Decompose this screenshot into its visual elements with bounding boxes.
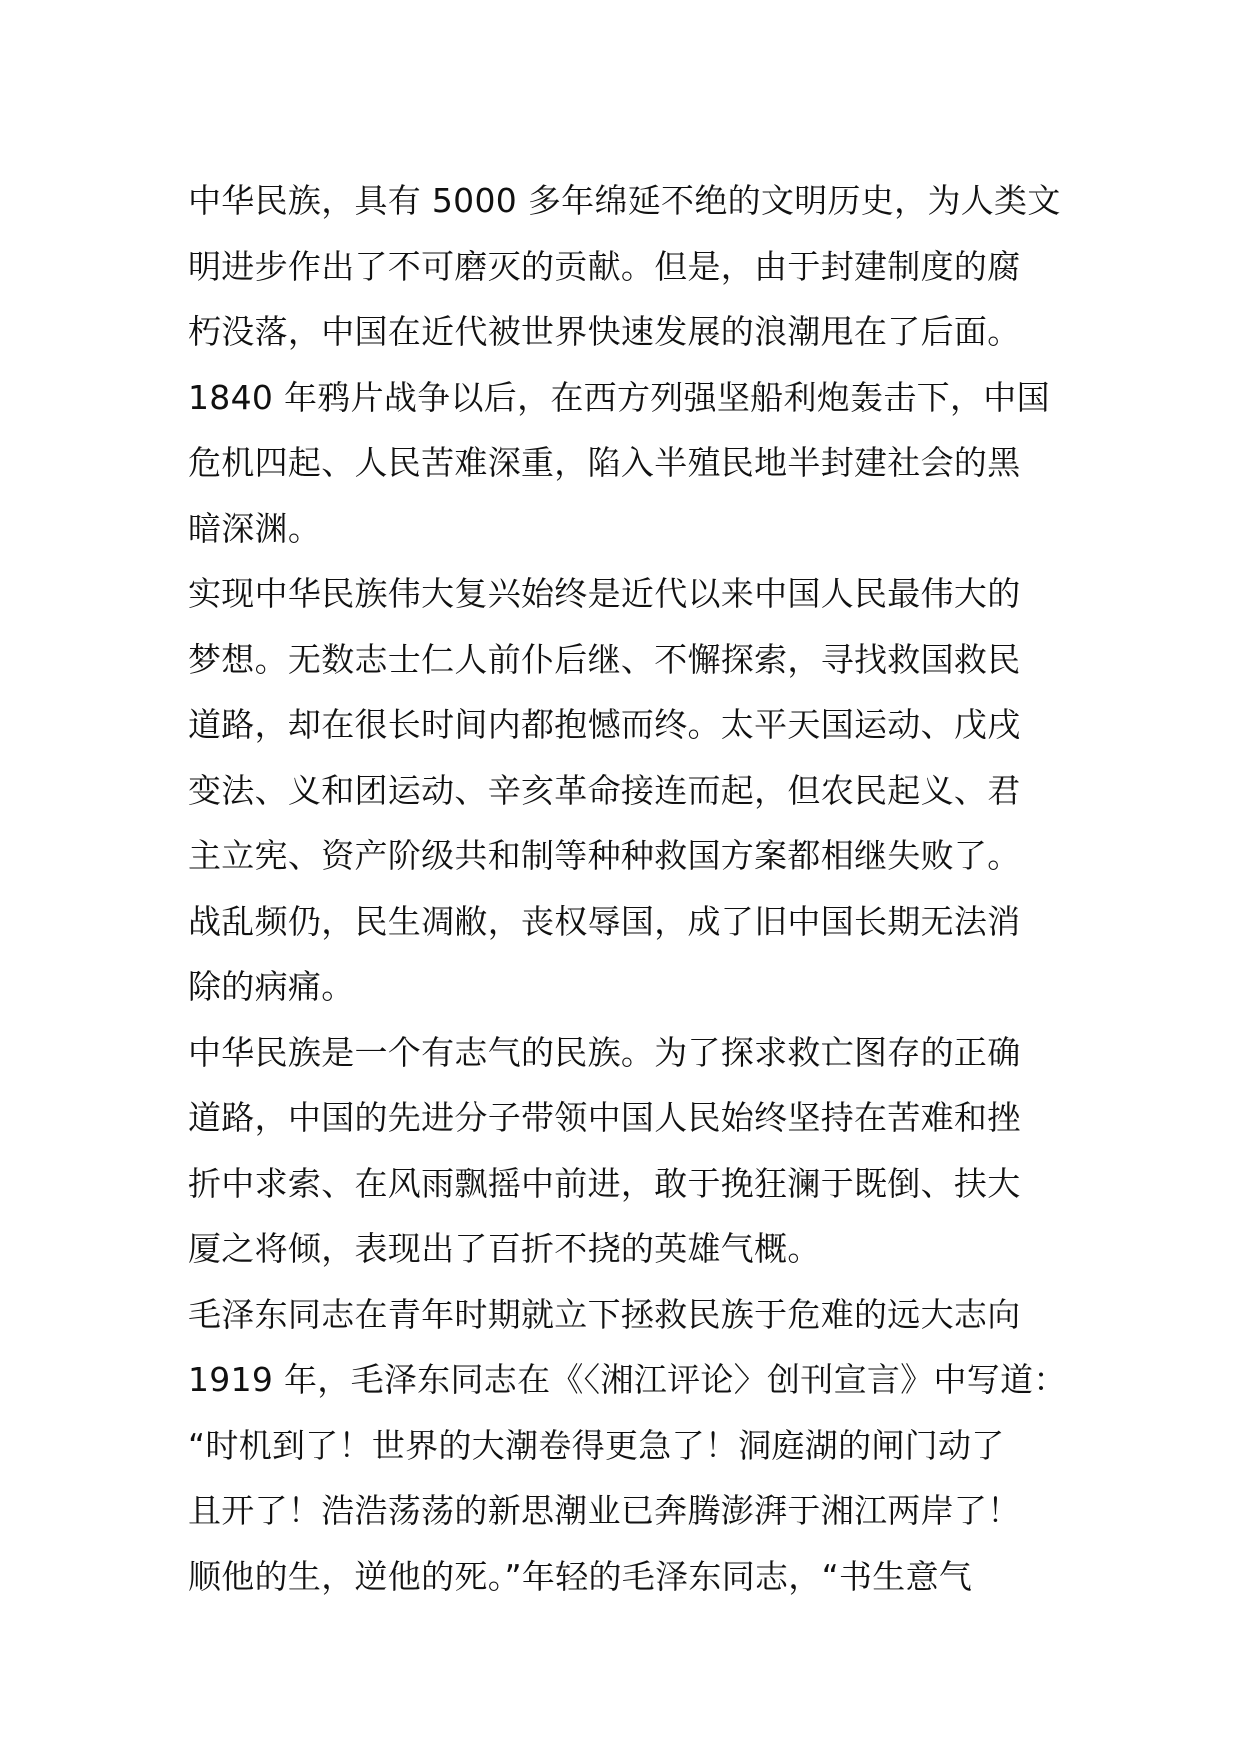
text-line: 1840 年鸦片战争以后，在西方列强坚船利炮轰击下，中国 (188, 377, 1050, 417)
text-line: 实现中华民族伟大复兴始终是近代以来中国人民最伟大的 (188, 574, 1021, 613)
document-page (188, 168, 1068, 1609)
text-line: 中华民族是一个有志气的民族。为了探求救亡图存的正确 (188, 1032, 1021, 1072)
text-line: 战乱频仍，民生凋敝，丧权辱国，成了旧中国长期无法消 (188, 901, 1021, 941)
text-line: 明进步作出了不可磨灭的贡献。但是，由于封建制度的腐 (188, 246, 1021, 286)
text-line: 顺他的生，逆他的死。”年轻的毛泽东同志，“书生意气 (188, 1556, 973, 1596)
text-line: 危机四起、人民苦难深重，陷入半殖民地半封建社会的黑 (188, 443, 1021, 482)
text-line: 除的病痛。 (188, 967, 355, 1006)
text-line: 中华民族，具有 5000 多年绵延不绝的文明历史，为人类文 (188, 181, 1061, 220)
text-line: 朽没落，中国在近代被世界快速发展的浪潮甩在了后面。 (188, 312, 1021, 351)
text-line: 1919 年，毛泽东同志在《〈湘江评论〉创刊宣言》中写道： (188, 1360, 1067, 1399)
text-line: 主立宪、资产阶级共和制等种种救国方案都相继失败了。 (188, 836, 1021, 875)
text-line: 暗深渊。 (188, 508, 322, 548)
text-line: 厦之将倾，表现出了百折不挠的英雄气概。 (188, 1229, 821, 1268)
text-line: 变法、义和团运动、辛亥革命接连而起，但农民起义、君 (188, 770, 1021, 810)
text-line: 道路，却在很长时间内都抱憾而终。太平天国运动、戊戌 (188, 705, 1021, 744)
text-line: 折中求索、在风雨飘摇中前进，敢于挽狂澜于既倒、扶大 (188, 1163, 1021, 1203)
text-line: 梦想。无数志士仁人前仆后继、不懈探索，寻找救国救民 (188, 639, 1021, 679)
text-line: 道路，中国的先进分子带领中国人民始终坚持在苦难和挫 (188, 1098, 1021, 1137)
text-line: “时机到了！世界的大潮卷得更急了！洞庭湖的闸门动了 (188, 1425, 1005, 1465)
text-line: 毛泽东同志在青年时期就立下拯救民族于危难的远大志向 (188, 1294, 1021, 1334)
text-line: 且开了！浩浩荡荡的新思潮业已奔腾澎湃于湘江两岸了！ (188, 1491, 1021, 1530)
